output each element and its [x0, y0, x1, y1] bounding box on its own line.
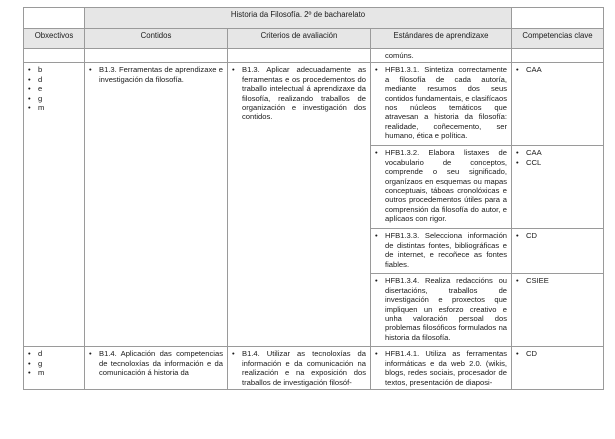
content-text: • B1.4. Aplicación das competencias de tecnoloxías da información e da comunicación á historia da — [89, 349, 223, 377]
objective-item: • b — [28, 65, 80, 74]
objectives-cell — [24, 347, 85, 390]
competence-cell — [512, 146, 604, 229]
standard-cell — [371, 229, 512, 274]
title-blank-cell — [24, 8, 85, 29]
objective-item: • d — [28, 349, 80, 358]
competence-item: • CAA — [516, 65, 599, 74]
competence-cell — [512, 63, 604, 146]
objective-item: • g — [28, 359, 80, 368]
standard-cell — [371, 274, 512, 347]
standard-cell — [371, 63, 512, 146]
criterion-cell — [228, 347, 371, 390]
header-competences: Competencias clave — [512, 29, 604, 49]
header-criteria: Criterios de avaliación — [228, 29, 371, 49]
content-cell — [85, 63, 228, 347]
objective-item: • g — [28, 94, 80, 103]
competence-cell — [512, 229, 604, 274]
title-blank-cell — [512, 8, 604, 29]
standard-text: • HFB1.4.1. Utiliza as ferramentas informáticas e da web 2.0. (wikis, blogs, redes sociais, procesador de textos, presentación de diaposi- — [375, 349, 507, 387]
objective-item: • e — [28, 84, 80, 93]
standard-cell — [371, 146, 512, 229]
standard-cell — [371, 347, 512, 390]
standard-text: • HFB1.3.2. Elabora listaxes de vocabulario de conceptos, comprende o seu significado, organízaos en esquemas ou mapas conceptuais, táboas cronolóxicas e outros procedementos útiles para a comprensión da filosofía do autor, e aplícaos con rigor. — [375, 148, 507, 223]
objective-item: • m — [28, 368, 80, 377]
competence-item: • CAA — [516, 148, 599, 157]
standard-text: • HFB1.3.1. Sintetiza correctamente a filosofía de cada autoría, mediante resumos dos seus contidos fundamentais, e clasifícaos nos núcleos temáticos que atravesan a historia da filosofía: realidade, coñecemento, ser humano, ética e política. — [375, 65, 507, 140]
criterion-cell — [228, 63, 371, 347]
standard-text: • HFB1.3.4. Realiza redaccións ou disertacións, traballos de investigación e proxectos que impliquen un esforzo creativo e unha valoración persoal dos problemas filosóficos formulados na historia da filosofía. — [375, 276, 507, 342]
content-cell — [85, 347, 228, 390]
content-text: • B1.3. Ferramentas de aprendizaxe e investigación da filosofía. — [89, 65, 223, 84]
competence-cell — [512, 347, 604, 390]
criterion-text: • B1.4. Utilizar as tecnoloxías da información e da comunicación na realización e na exposición dos traballos de investigación filosóf- — [232, 349, 366, 387]
competence-item: • CSIEE — [516, 276, 599, 285]
objectives-cell — [24, 63, 85, 347]
header-standards: Estándares de aprendizaxe — [371, 29, 512, 49]
competence-cell — [512, 274, 604, 347]
curriculum-table — [23, 7, 604, 390]
competence-item: • CD — [516, 349, 599, 358]
header-contents: Contidos — [85, 29, 228, 49]
table-title: Historia da Filosofía. 2º de bacharelato — [85, 8, 512, 29]
competence-item: • CD — [516, 231, 599, 240]
header-objectives: Obxectivos — [24, 29, 85, 49]
competence-item: • CCL — [516, 158, 599, 167]
table-row — [24, 347, 604, 390]
standard-text: • HFB1.3.3. Selecciona información de distintas fontes, bibliográficas e de internet, e recoñece as fontes fiables. — [375, 231, 507, 269]
objective-item: • d — [28, 75, 80, 84]
continuation-row — [24, 49, 604, 63]
objective-item: • m — [28, 103, 80, 112]
table-row — [24, 63, 604, 146]
continuation-text: comúns. — [371, 49, 512, 63]
criterion-text: • B1.3. Aplicar adecuadamente as ferramentas e os procedementos do traballo intelectual á aprendizaxe da filosofía, realizando traballos de organización e investigación dos contidos. — [232, 65, 366, 121]
